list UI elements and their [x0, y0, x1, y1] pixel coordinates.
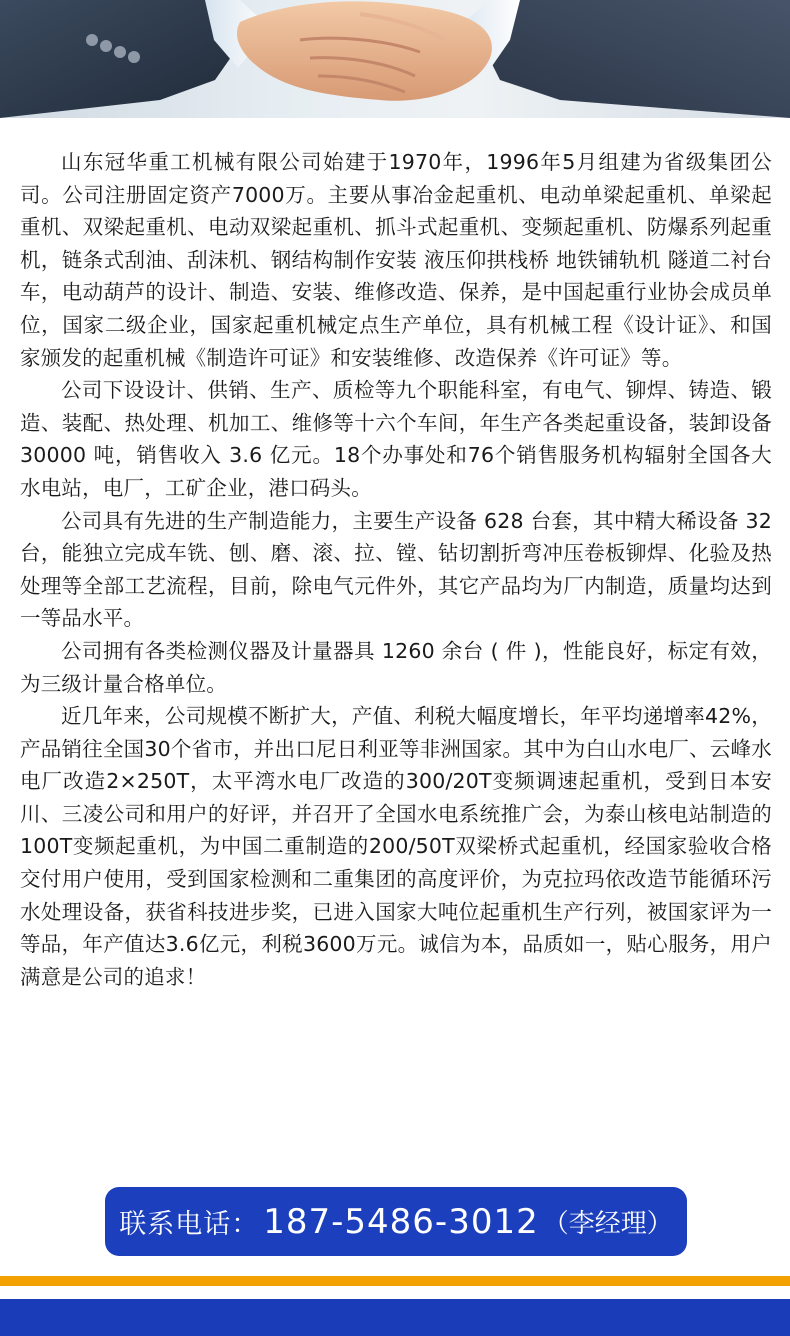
contact-label: 联系电话：	[119, 1209, 260, 1240]
contact-person: （李经理）	[542, 1209, 673, 1239]
contact-phone-number: 187-5486-3012	[263, 1201, 539, 1242]
handshake-photo-icon	[0, 0, 790, 118]
footer-stripe-blue	[0, 1299, 790, 1336]
hero-banner	[0, 0, 790, 118]
capability-paragraph: 公司具有先进的生产制造能力，主要生产设备 628 台套，其中精大稀设备 32 台，能独立完成车铣、刨、磨、滚、拉、镗、钻切割折弯冲压卷板铆焊、化验及热处理等全部工艺流程，目前，除电气元件外，其它产品均为厂内制造，质量均达到一等品水平。	[20, 508, 772, 631]
achievements-paragraph: 近几年来，公司规模不断扩大，产值、利税大幅度增长，年平均递增率42%，产品销往全国30个省市，并出口尼日利亚等非洲国家。其中为白山水电厂、云峰水电厂改造2×250T，太平湾水电厂改造的300/20T变频调速起重机，受到日本安川、三凌公司和用户的好评，并召开了全国水电系统推广会，为泰山核电站制造的100T变频起重机，为中国二重制造的200/50T双梁桥式起重机，经国家验收合格交付用户使用，受到国家检测和二重集团的高度评价，为克拉玛依改造节能循环污水处理设备，获省科技进步奖，已进入国家大吨位起重机生产行列，被国家评为一等品，年产值达3.6亿元，利税3600万元。诚信为本，品质如一，贴心服务，用户满意是公司的追求！	[20, 704, 772, 989]
instruments-paragraph: 公司拥有各类检测仪器及计量器具 1260 余台 ( 件 )，性能良好，标定有效，为三级计量合格单位。	[20, 638, 772, 696]
departments-paragraph: 公司下设设计、供销、生产、质检等九个职能科室，有电气、铆焊、铸造、锻造、装配、热处理、机加工、维修等十六个车间，年生产各类起重设备，装卸设备 30000 吨，销售收入 3.6 亿元。18个办事处和76个销售服务机构辐射全国各大水电站，电厂，工矿企业，港口码头。	[20, 378, 772, 500]
intro-paragraph: 山东冠华重工机械有限公司始建于1970年，1996年5月组建为省级集团公司。公司注册固定资产7000万。主要从事冶金起重机、电动单梁起重机、单梁起重机、双梁起重机、电动双梁起重机、抓斗式起重机、变频起重机、防爆系列起重机，链条式刮油、刮沫机、钢结构制作安装 液压仰拱栈桥 地铁铺轨机 隧道二衬台车，电动葫芦的设计、制造、安装、维修改造、保养，是中国起重行业协会成员单位，国家二级企业，国家起重机械定点生产单位，具有机械工程《设计证》、和国家颁发的起重机械《制造许可证》和安装维修、改造保养《许可证》等。	[20, 150, 772, 370]
contact-phone-button[interactable]	[105, 1187, 687, 1256]
company-intro	[20, 146, 772, 993]
footer-stripe-orange	[0, 1276, 790, 1286]
